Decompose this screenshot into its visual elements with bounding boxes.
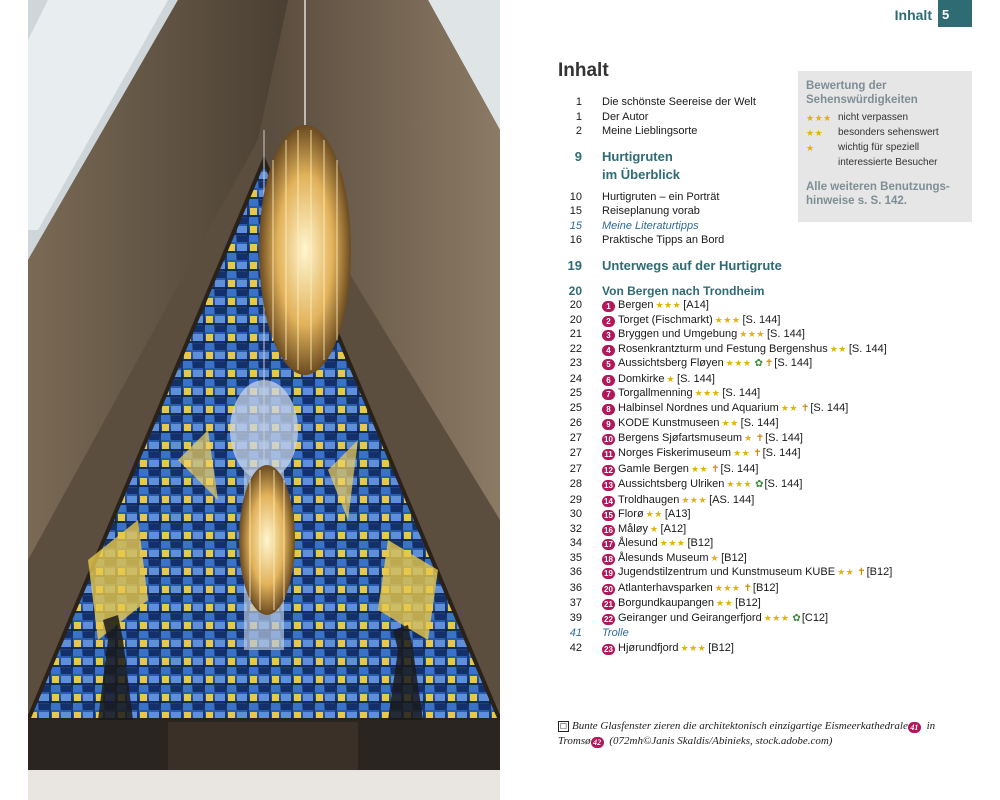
sight-name: Norges Fiskerimuseum [618, 447, 732, 459]
rating-stars-icon: ★★ [837, 567, 855, 577]
sight-name: KODE Kunstmuseen [618, 417, 720, 429]
map-reference: [S. 144] [848, 342, 887, 355]
header-title: Inhalt [894, 7, 932, 23]
toc-sight-entry[interactable]: 36 19 Jugendstilzentrum und Kunstmuseum KUBE ★★ ✝[B12] [569, 566, 893, 578]
toc-sight-entry[interactable]: 20 1 Bergen ★★★ [A14] [569, 299, 709, 311]
map-reference: [S. 144] [677, 372, 715, 385]
sight-number-marker: 10 [602, 434, 615, 445]
toc-sight-entry[interactable]: 27 10 Bergens Sjøfartsmuseum ★ ✝[S. 144] [569, 431, 803, 444]
map-reference: [C12] [801, 611, 829, 624]
rating-stars-icon: ★★★ [680, 642, 707, 653]
family-icon: ✝ [711, 463, 720, 475]
map-reference: [B12] [752, 581, 779, 594]
rating-legend-box [798, 71, 972, 222]
sight-name: Geiranger und Geirangerfjord [618, 611, 762, 624]
rating-stars-icon: ★★ [690, 463, 709, 474]
toc-sight-entry[interactable]: 23 5 Aussichtsberg Fløyen ★★★ ✿ ✝[S. 144] [569, 357, 813, 369]
sight-name: Halbinsel Nordnes und Aquarium [618, 401, 779, 414]
rating-stars-icon: ★★★ [739, 329, 765, 339]
page-title: Inhalt [558, 60, 609, 81]
sight-number-marker: 19 [602, 568, 615, 579]
rating-stars-icon: ★★★ [763, 612, 790, 623]
toc-entry[interactable]: 10 Hurtigruten – ein Porträt [569, 190, 720, 203]
location-marker[interactable]: 42 [591, 737, 604, 748]
rating-legend-row: interessierte Besucher [806, 156, 964, 170]
toc-sight-entry[interactable]: 29 14 Troldhaugen ★★★ [AS. 144] [569, 493, 755, 506]
toc-subsection-bergen-trondheim[interactable]: 20 Von Bergen nach Trondheim [568, 283, 765, 298]
rating-stars-icon: ★★★ [655, 300, 682, 310]
map-reference: [A14] [683, 299, 709, 311]
sight-name: Aussichtsberg Ulriken [618, 478, 725, 490]
sight-number-marker: 2 [602, 316, 615, 327]
map-reference: [S. 144] [742, 313, 781, 326]
toc-section-hurtigruten-line2[interactable]: im Überblick [602, 166, 681, 182]
sight-name: Florø [618, 508, 644, 520]
sight-number-marker: 20 [602, 584, 615, 595]
toc-sight-entry[interactable]: 42 23 Hjørundfjord ★★★ [B12] [569, 641, 734, 654]
toc-sight-entry[interactable]: 21 3 Bryggen und Umgebung ★★★ [S. 144] [569, 328, 805, 340]
map-reference: [S. 144] [774, 357, 813, 369]
rating-stars-icon: ★★★ [806, 113, 832, 123]
sight-name: Bergens Sjøfartsmuseum [618, 431, 743, 444]
sight-number-marker: 22 [602, 614, 615, 625]
sight-number-marker: 1 [602, 301, 615, 312]
sight-number-marker: 23 [602, 644, 615, 655]
map-reference: [S. 144] [722, 387, 761, 399]
rating-stars-icon: ★ [806, 143, 815, 153]
toc-literature-tip[interactable]: 15 Meine Literaturtipps [569, 219, 699, 232]
sight-name: Trolle [602, 627, 629, 639]
rating-stars-icon: ★ [744, 432, 753, 443]
toc-sight-entry[interactable]: 25 8 Halbinsel Nordnes und Aquarium ★★ ✝[S. 144] [569, 401, 849, 414]
toc-sight-entry[interactable]: 27 11 Norges Fiskerimuseum ★★ ✝[S. 144] [569, 447, 801, 459]
sight-name: Gamle Bergen [618, 462, 689, 475]
sight-number-marker: 12 [602, 465, 615, 476]
toc-entry[interactable]: 1 Die schönste Seereise der Welt [575, 96, 756, 108]
location-marker[interactable]: 41 [908, 722, 921, 733]
rating-stars-icon [806, 156, 838, 170]
rating-stars-icon: ★★★ [714, 314, 741, 325]
rating-stars-icon: ★ [666, 373, 676, 384]
rating-stars-icon: ★★★ [659, 538, 686, 548]
family-icon: ✝ [743, 582, 752, 594]
sight-number-marker: 21 [602, 599, 615, 610]
sight-number-marker: 7 [602, 389, 615, 400]
map-reference: [S. 144] [766, 328, 805, 340]
toc-entry[interactable]: 1 Der Autor [575, 110, 649, 123]
toc-sight-entry[interactable]: 24 6 Domkirke ★ [S. 144] [569, 372, 715, 385]
family-icon: ✝ [755, 432, 765, 444]
sight-name: Torgallmenning [618, 387, 693, 399]
sight-name: Domkirke [618, 372, 665, 385]
toc-sight-entry[interactable]: 20 2 Torget (Fischmarkt) ★★★ [S. 144] [569, 313, 781, 326]
toc-entry[interactable]: 16 Praktische Tipps an Bord [569, 234, 725, 246]
rating-legend-note: Alle weiteren Benutzungs-hinweise s. S. 142. [806, 181, 950, 207]
map-reference: [B12] [721, 551, 747, 564]
toc-sight-entry[interactable]: 39 22 Geiranger und Geirangerfjord ★★★ ✿[C12] [569, 611, 829, 624]
sight-number-marker: 4 [602, 345, 615, 356]
photo-caption: ☐ Bunte Glasfenster zieren die architektonisch einzigartige Eismeerkathedrale 41 in Tromsø 42 (072mh©Janis Skaldis/Abinieks, stock.adobe.com) [558, 720, 936, 747]
page-header-tab [895, 0, 972, 27]
family-icon: ✝ [764, 358, 774, 369]
map-reference: [S. 144] [765, 431, 803, 444]
sight-name: Ålesund [618, 537, 658, 549]
map-reference: [A12] [660, 522, 687, 535]
rating-stars-icon: ★★ [716, 598, 734, 608]
sight-number-marker: 16 [602, 525, 615, 536]
sight-number-marker: 5 [602, 359, 615, 370]
toc-section-hurtigruten[interactable]: 9 Hurtigruten [574, 148, 673, 164]
sight-number-marker: 6 [602, 375, 615, 386]
toc-sight-entry[interactable]: 37 21 Borgundkaupangen ★★ [B12] [569, 597, 761, 609]
toc-sight-entry[interactable]: 22 4 Rosenkrantzturm und Festung Bergenshus ★★ [S. 144] [569, 342, 887, 355]
rating-stars-icon: ★★★ [726, 479, 753, 489]
sight-name: Atlanterhavsparken [618, 581, 713, 594]
toc-sight-entry[interactable]: 25 7 Torgallmenning ★★★ [S. 144] [569, 387, 761, 399]
rating-legend-row: ★ wichtig für speziell [806, 142, 920, 153]
rating-stars-icon: ★★ [721, 418, 739, 428]
sight-name: Måløy [618, 522, 648, 535]
toc-entry[interactable]: 2 Meine Lieblingsorte [575, 125, 698, 137]
rating-legend-title: Bewertung der Sehenswürdigkeiten [806, 80, 918, 106]
sight-name: Aussichtsberg Fløyen [618, 357, 724, 369]
sight-name: Borgundkaupangen [618, 597, 715, 609]
toc-sight-entry[interactable]: 30 15 Florø ★★ [A13] [569, 508, 691, 520]
toc-sight-entry[interactable]: 36 20 Atlanterhavsparken ★★★ ✝[B12] [569, 581, 779, 594]
map-reference: [A13] [664, 508, 691, 520]
rating-stars-icon: ★★ [733, 448, 751, 458]
rating-stars-icon: ★★ [780, 402, 798, 413]
toc-literature-tip[interactable]: 41 Trolle [569, 627, 629, 639]
nature-icon: ✿ [792, 612, 801, 624]
rating-stars-icon: ★ [710, 552, 720, 563]
nature-icon: ✿ [755, 479, 764, 490]
sight-number-marker: 11 [602, 449, 615, 460]
map-reference: [B12] [708, 641, 734, 654]
sight-number-marker: 9 [602, 419, 615, 430]
sight-name: Bryggen und Umgebung [618, 328, 738, 340]
sight-number-marker: 13 [602, 480, 615, 491]
sight-number-marker: 18 [602, 554, 615, 565]
rating-stars-icon: ★★★ [681, 494, 708, 505]
map-reference: [S. 144] [810, 401, 849, 414]
family-icon: ✝ [753, 448, 762, 459]
map-reference: [S. 144] [740, 417, 779, 429]
toc-section-unterwegs[interactable]: 19 Unterwegs auf der Hurtigrute [567, 257, 782, 273]
sight-number-marker: 14 [602, 496, 615, 507]
rating-legend-row: ★★ besonders sehenswert [806, 127, 939, 138]
toc-sight-entry[interactable]: 26 9 KODE Kunstmuseen ★★ [S. 144] [569, 417, 779, 429]
map-reference: [S. 144] [764, 478, 803, 490]
nature-icon: ✿ [754, 358, 763, 369]
toc-entry[interactable]: 15 Reiseplanung vorab [569, 205, 700, 217]
sight-name: Troldhaugen [618, 493, 680, 506]
sight-name: Rosenkrantzturm und Festung Bergenshus [618, 342, 828, 355]
photo-reference-icon: ☐ [559, 722, 568, 731]
toc-sight-entry[interactable]: 32 16 Måløy ★ [A12] [569, 522, 687, 535]
rating-stars-icon: ★★★ [714, 582, 741, 593]
sight-number-marker: 3 [602, 330, 615, 341]
rating-stars-icon: ★★ [645, 509, 663, 519]
map-reference: [B12] [735, 597, 761, 609]
family-icon: ✝ [800, 402, 810, 414]
family-icon: ✝ [857, 567, 866, 578]
toc-sight-entry[interactable]: 35 18 Ålesunds Museum ★ [B12] [569, 551, 747, 564]
sight-number-marker: 17 [602, 539, 615, 550]
cathedral-stained-glass-photo [28, 0, 500, 800]
rating-stars-icon: ★★ [829, 343, 847, 354]
rating-stars-icon: ★★ [806, 128, 824, 138]
sight-name: Ålesunds Museum [618, 551, 709, 564]
toc-sight-entry[interactable]: 28 13 Aussichtsberg Ulriken ★★★ ✿[S. 144] [569, 478, 803, 490]
map-reference: [S. 144] [720, 462, 759, 475]
page-number: 5 [938, 0, 972, 27]
rating-stars-icon: ★★★ [725, 358, 752, 368]
sight-name: Jugendstilzentrum und Kunstmuseum KUBE [618, 566, 836, 578]
rating-stars-icon: ★★★ [694, 388, 721, 398]
map-reference: [AS. 144] [709, 493, 755, 506]
sight-name: Hjørundfjord [618, 641, 679, 654]
sight-name: Bergen [618, 299, 654, 311]
map-reference: [S. 144] [762, 447, 801, 459]
map-reference: [B12] [866, 566, 893, 578]
rating-legend-row: ★★★ nicht verpassen [806, 112, 909, 123]
toc-sight-entry[interactable]: 34 17 Ålesund ★★★ [B12] [569, 537, 714, 549]
sight-number-marker: 8 [602, 404, 615, 415]
sight-name: Torget (Fischmarkt) [618, 313, 713, 326]
sight-number-marker: 15 [602, 510, 615, 521]
map-reference: [B12] [687, 537, 714, 549]
toc-sight-entry[interactable]: 27 12 Gamle Bergen ★★ ✝[S. 144] [569, 462, 759, 475]
rating-stars-icon: ★ [649, 523, 659, 534]
